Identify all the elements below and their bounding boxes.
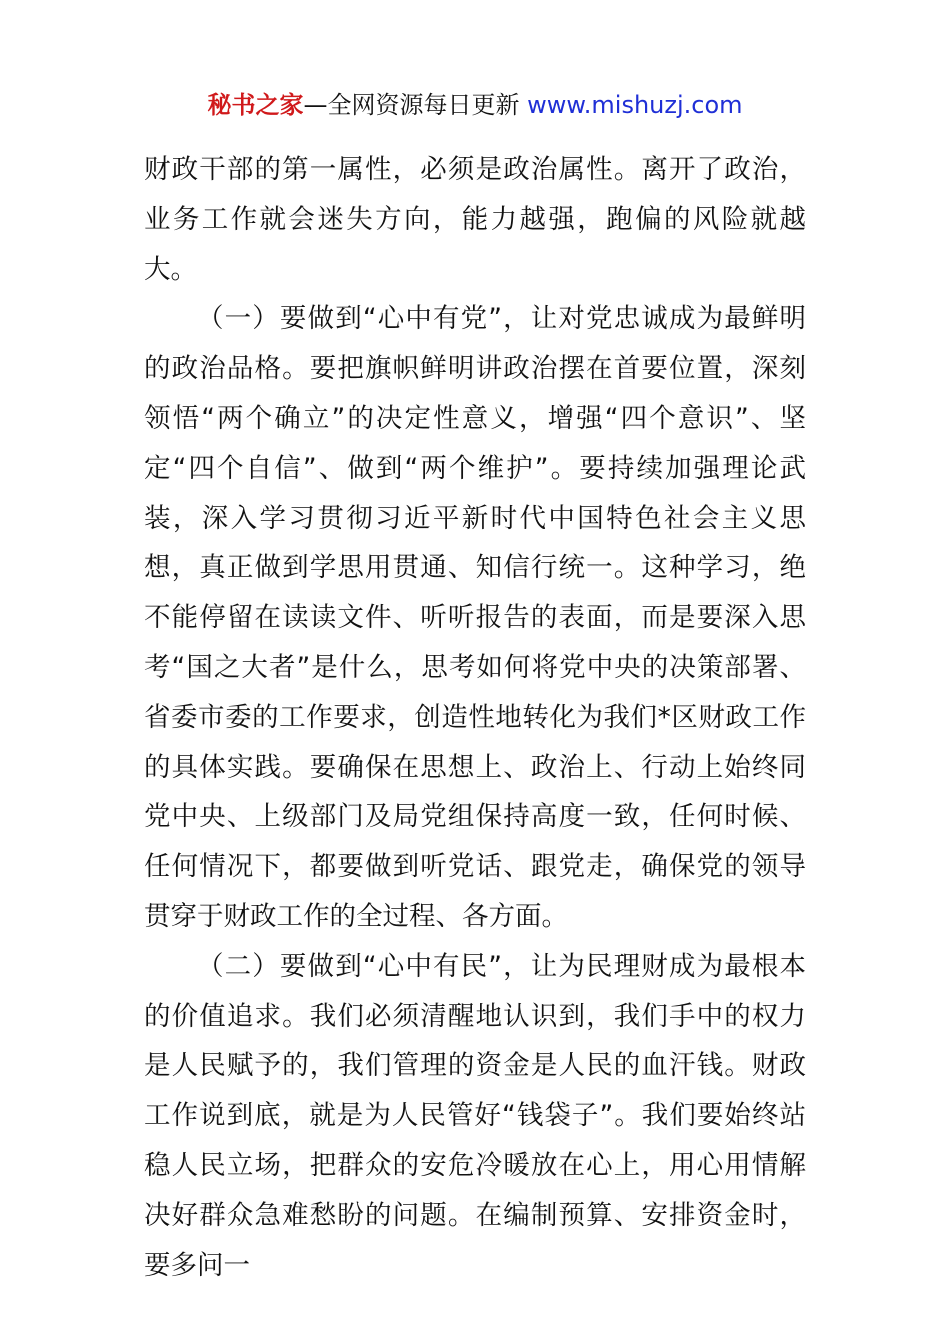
website-link[interactable]: www.mishuzj.com: [527, 91, 743, 119]
brand-name: 秘书之家: [207, 91, 304, 119]
header-tagline: —全网资源每日更新: [303, 91, 520, 119]
paragraph-continuation: 财政干部的第一属性，必须是政治属性。离开了政治，业务工作就会迷失方向，能力越强，跑偏的风险就越大。: [144, 154, 806, 285]
paragraph-section-two: （二）要做到“心中有民”，让为民理财成为最根本的价值追求。我们必须清醒地认识到，我们手中的权力是人民赋予的，我们管理的资金是人民的血汗钱。财政工作说到底，就是为人民管好“钱袋子”。我们要始终站稳人民立场，把群众的安危冷暖放在心上，用心用情解决好群众急难愁盼的问题。在编制预算、安排资金时，要多问一: [144, 950, 806, 1281]
document-body: [144, 145, 806, 1290]
paragraph-section-one: （一）要做到“心中有党”，让对党忠诚成为最鲜明的政治品格。要把旗帜鲜明讲政治摆在首要位置，深刻领悟“两个确立”的决定性意义，增强“四个意识”、坚定“四个自信”、做到“两个维护”。要持续加强理论武装，深入学习贯彻习近平新时代中国特色社会主义思想，真正做到学思用贯通、知信行统一。这种学习，绝不能停留在读读文件、听听报告的表面，而是要深入思考“国之大者”是什么，思考如何将党中央的决策部署、省委市委的工作要求，创造性地转化为我们*区财政工作的具体实践。要确保在思想上、政治上、行动上始终同党中央、上级部门及局党组保持高度一致，任何时候、任何情况下，都要做到听党话、跟党走，确保党的领导贯穿于财政工作的全过程、各方面。: [144, 303, 806, 932]
page-header: [0, 88, 950, 122]
